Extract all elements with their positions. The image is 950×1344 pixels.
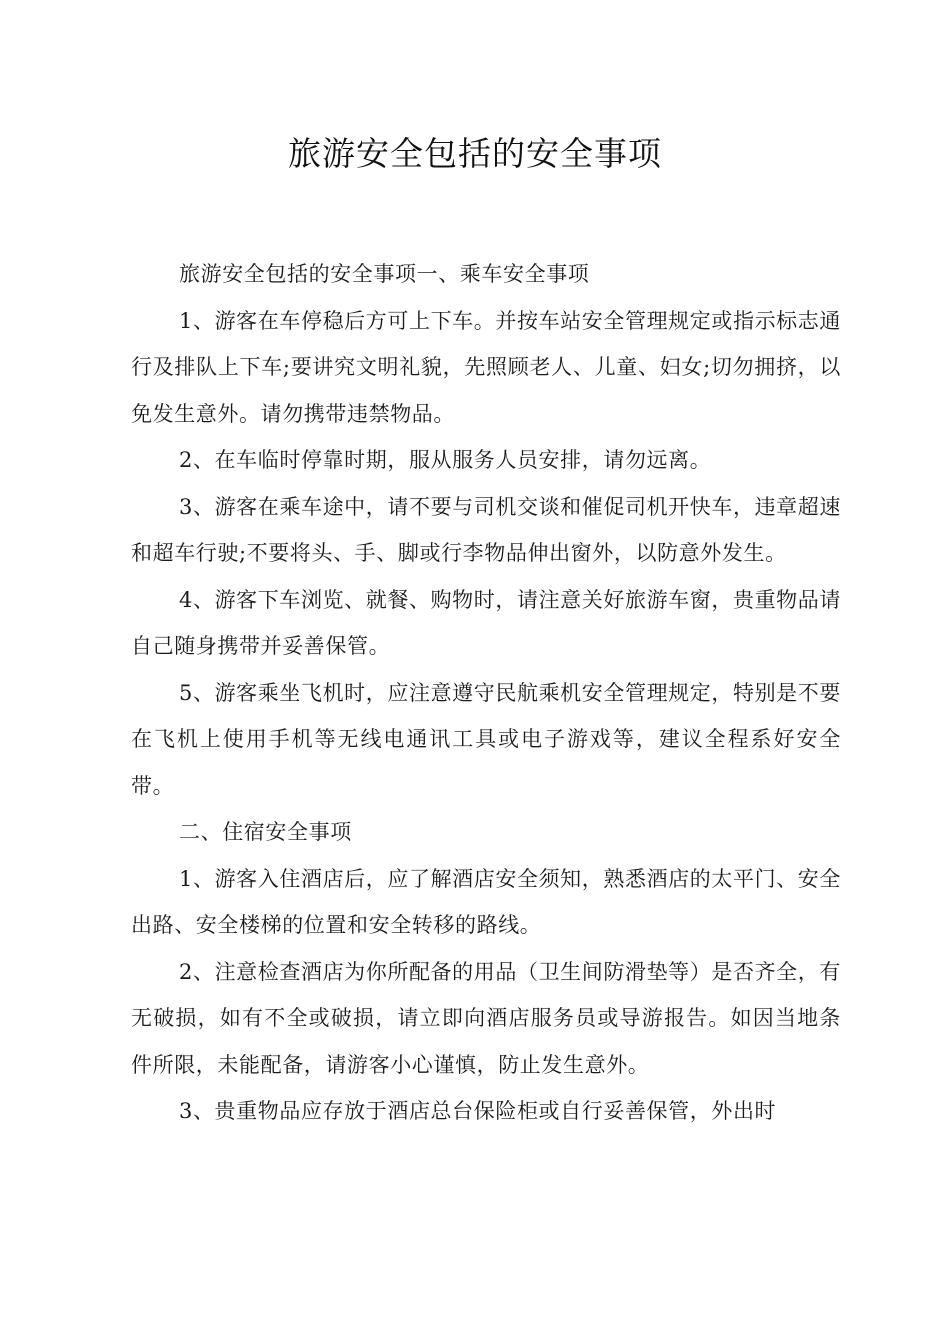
paragraph-in-transit: 3、游客在乘车途中，请不要与司机交谈和催促司机开快车，违章超速和超车行驶;不要将头、手、脚或行李物品伸出窗外，以防意外发生。 [131, 494, 841, 565]
paragraph-leaving-vehicle: 4、游客下车浏览、就餐、购物时，请注意关好旅游车窗，贵重物品请自己随身携带并妥善保管。 [131, 587, 841, 658]
document-body [131, 251, 841, 1135]
paragraph-boarding-rules: 1、游客在车停稳后方可上下车。并按车站安全管理规定或指示标志通行及排队上下车;要讲究文明礼貌，先照顾老人、儿童、妇女;切勿拥挤，以免发生意外。请勿携带违禁物品。 [131, 308, 841, 426]
paragraph-hotel-supplies: 2、注意检查酒店为你所配备的用品（卫生间防滑垫等）是否齐全，有无破损，如有不全或破损，请立即向酒店服务员或导游报告。如因当地条件所限，未能配备，请游客小心谨慎，防止发生意外。 [131, 959, 841, 1077]
paragraph-section-2-heading: 二、住宿安全事项 [179, 820, 352, 844]
paragraph-valuables: 3、贵重物品应存放于酒店总台保险柜或自行妥善保管，外出时 [179, 1099, 777, 1123]
paragraph-section-1-heading: 旅游安全包括的安全事项一、乘车安全事项 [179, 262, 590, 286]
paragraph-temporary-stop: 2、在车临时停靠时期，服从服务人员安排，请勿远离。 [179, 448, 712, 472]
paragraph-hotel-safety-notice: 1、游客入住酒店后，应了解酒店安全须知，熟悉酒店的太平门、安全出路、安全楼梯的位置和安全转移的路线。 [131, 866, 841, 937]
document-title: 旅游安全包括的安全事项 [288, 134, 662, 173]
paragraph-air-travel: 5、游客乘坐飞机时，应注意遵守民航乘机安全管理规定，特别是不要在飞机上使用手机等无线电通讯工具或电子游戏等，建议全程系好安全带。 [131, 680, 841, 798]
